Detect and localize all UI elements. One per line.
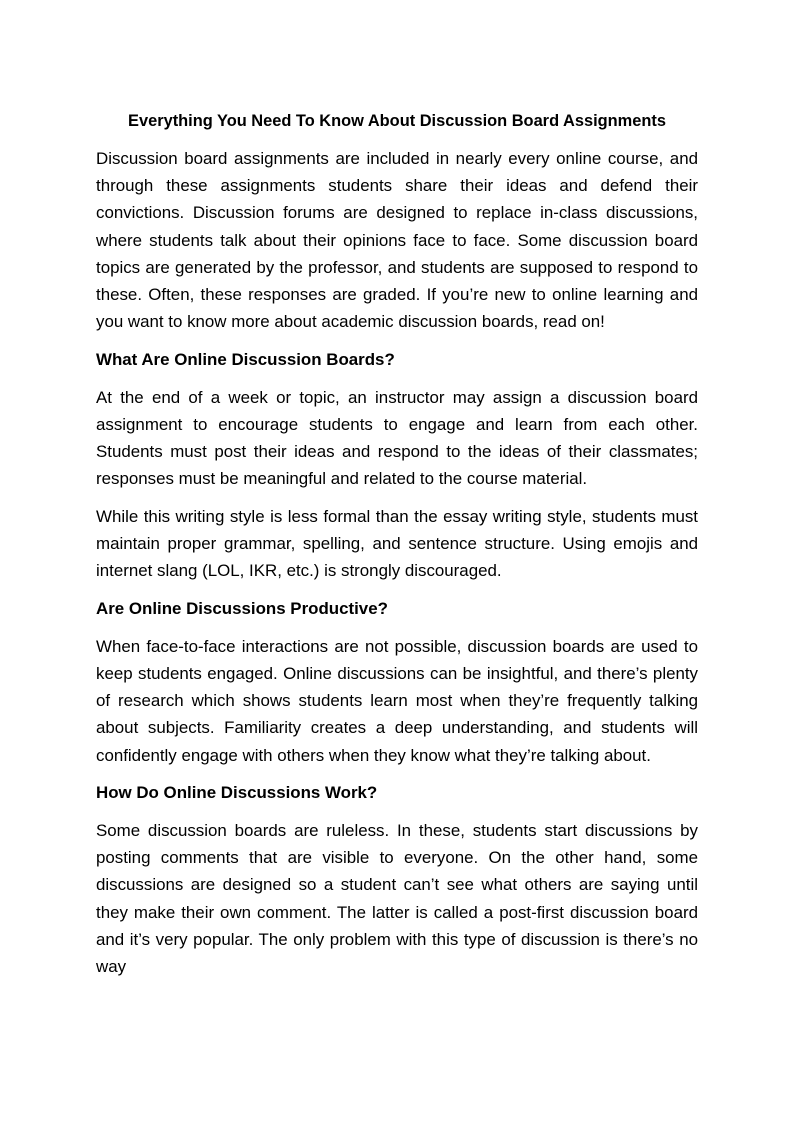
section-heading-productive: Are Online Discussions Productive? <box>96 599 388 619</box>
paragraph: While this writing style is less formal than the essay writing style, students must maintain proper grammar, spelling, and sentence structure. Using emojis and internet slang (LOL, IKR, etc.) is strongly discouraged. <box>96 506 698 581</box>
paragraph: Some discussion boards are ruleless. In these, students start discussions by posting comments that are visible to everyone. On the other hand, some discussions are designed so a student can’t see what others are saying until they make their own comment. The latter is called a post-first discussion board and it’s very popular. The only problem with this type of discussion is there’s no way <box>96 820 698 976</box>
section-heading-how-work: How Do Online Discussions Work? <box>96 783 378 803</box>
document-body <box>96 108 698 991</box>
intro-paragraph: Discussion board assignments are included in nearly every online course, and through these assignments students share their ideas and defend their convictions. Discussion forums are designed to replace in-class discussions, where students talk about their opinions face to face. Some discussion board topics are generated by the professor, and students are supposed to respond to these. Often, these responses are graded. If you’re new to online learning and you want to know more about academic discussion boards, read on! <box>96 149 698 332</box>
paragraph: At the end of a week or topic, an instructor may assign a discussion board assignment to encourage students to engage and learn from each other. Students must post their ideas and respond to the ideas of their classmates; responses must be meaningful and related to the course material. <box>96 387 698 489</box>
paragraph: When face-to-face interactions are not possible, discussion boards are used to keep students engaged. Online discussions can be insightful, and there’s plenty of research which shows students learn most when they’re frequently talking about subjects. Familiarity creates a deep understanding, and students will confidently engage with others when they know what they’re talking about. <box>96 636 698 765</box>
section-heading-what-are-boards: What Are Online Discussion Boards? <box>96 349 395 369</box>
document-title: Everything You Need To Know About Discussion Board Assignments <box>128 112 666 130</box>
